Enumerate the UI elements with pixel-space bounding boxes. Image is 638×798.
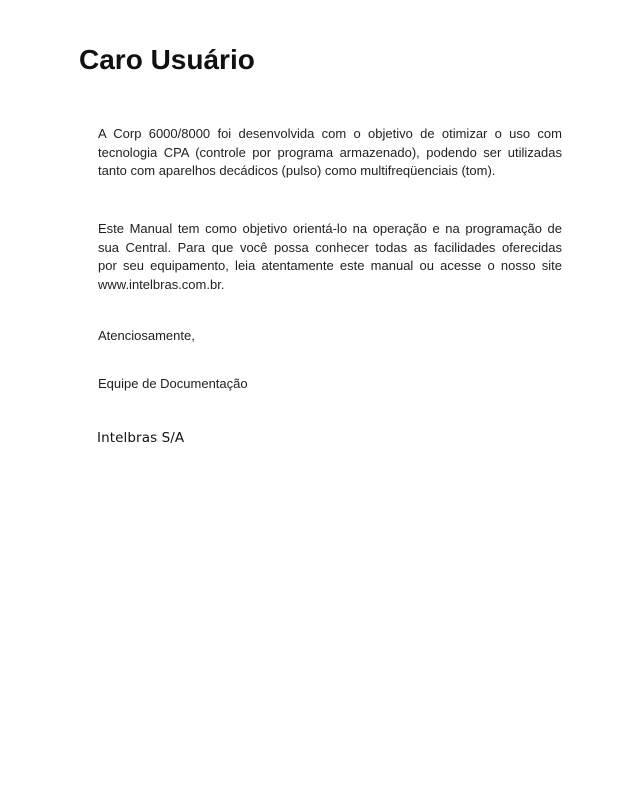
paragraph-line: tanto com aparelhos decádicos (pulso) como multifreqüenciais (tom). [98, 163, 496, 179]
paragraph-line: Este Manual tem como objetivo orientá-lo na operação e na programação de [98, 221, 562, 236]
page-title: Caro Usuário [79, 44, 255, 75]
manual-paragraph [98, 220, 562, 295]
signature-team: Equipe de Documentação [98, 376, 248, 391]
paragraph-line: sua Central. Para que você possa conhecer todas as facilidades oferecidas [98, 239, 562, 255]
paragraph-line: tecnologia CPA (controle por programa armazenado), podendo ser utilizadas [98, 144, 562, 160]
paragraph-line: A Corp 6000/8000 foi desenvolvida com o objetivo de otimizar o uso com [98, 126, 562, 141]
closing-salutation: Atenciosamente, [98, 328, 195, 343]
company-name: Intelbras S/A [97, 430, 185, 446]
paragraph-line: por seu equipamento, leia atentamente este manual ou acesse o nosso site [98, 258, 562, 274]
paragraph-line: www.intelbras.com.br. [98, 277, 225, 293]
intro-paragraph [98, 125, 562, 181]
